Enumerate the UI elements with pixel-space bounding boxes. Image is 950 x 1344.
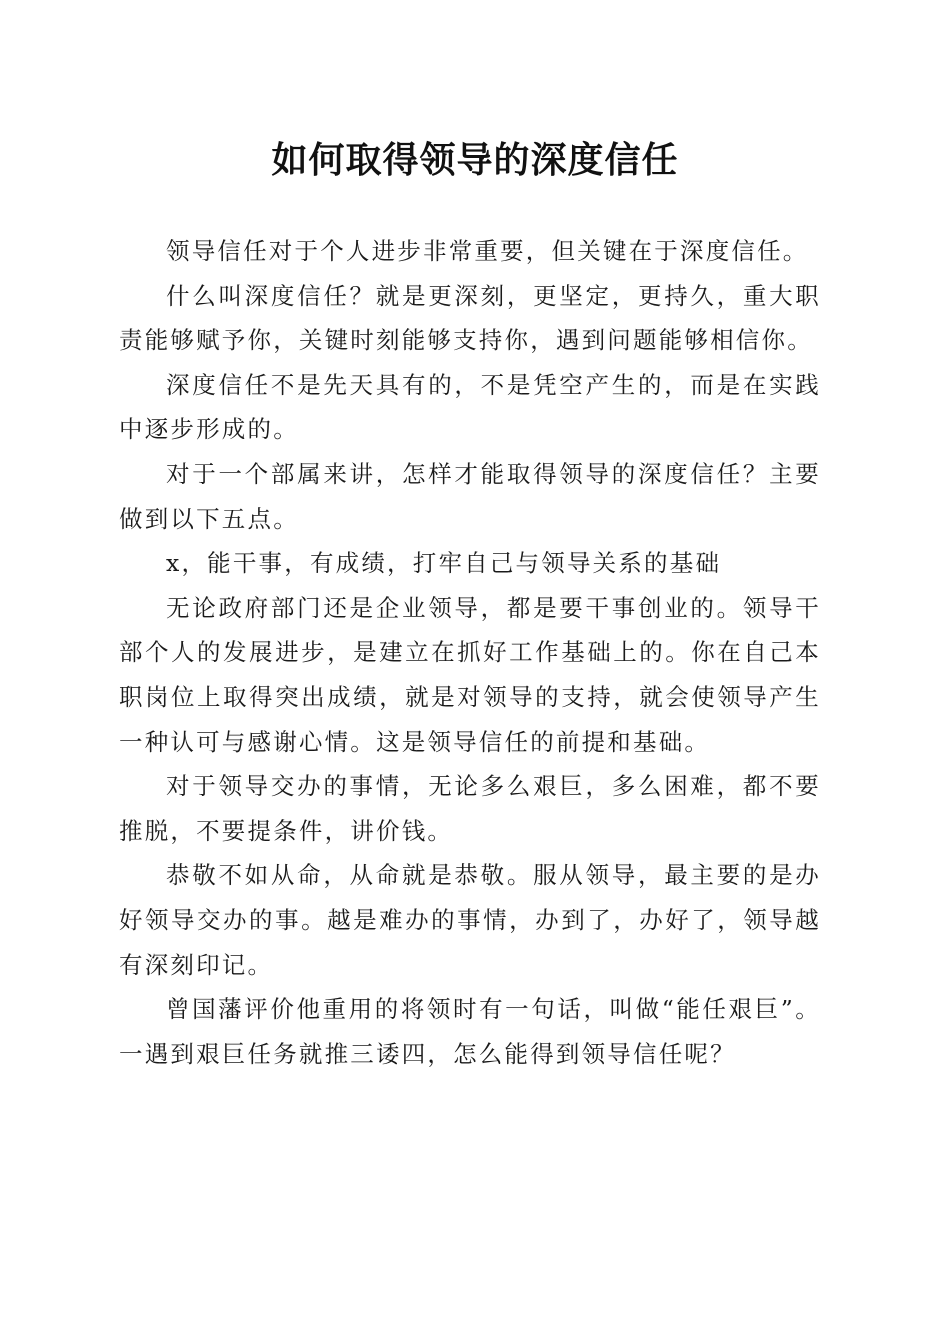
paragraph: 对于领导交办的事情，无论多么艰巨，多么困难，都不要推脱，不要提条件，讲价钱。 [119,772,821,845]
paragraph: 什么叫深度信任？就是更深刻，更坚定，更持久，重大职责能够赋予你，关键时刻能够支持你，遇到问题能够相信你。 [119,281,821,355]
document-body [119,229,821,1076]
paragraph: 领导信任对于个人进步非常重要，但关键在于深度信任。 [166,237,809,265]
paragraph: 对于一个部属来讲，怎样才能取得领导的深度信任？主要做到以下五点。 [119,459,821,533]
section-heading: x，能干事，有成绩，打牢自己与领导关系的基础 [166,549,722,578]
paragraph: 无论政府部门还是企业领导，都是要干事创业的。领导干部个人的发展进步，是建立在抓好工作基础上的。你在自己本职岗位上取得突出成绩，就是对领导的支持，就会使领导产生一种认可与感谢心情。这是领导信任的前提和基础。 [119,593,821,756]
paragraph: 深度信任不是先天具有的，不是凭空产生的，而是在实践中逐步形成的。 [119,370,821,444]
paragraph: 曾国藩评价他重用的将领时有一句话，叫做“能任艰巨”。一遇到艰巨任务就推三诿四，怎么能得到领导信任呢？ [119,995,821,1068]
document-title: 如何取得领导的深度信任 [271,139,679,181]
paragraph: 恭敬不如从命，从命就是恭敬。服从领导，最主要的是办好领导交办的事。越是难办的事情，办到了，办好了，领导越有深刻印记。 [119,861,821,979]
